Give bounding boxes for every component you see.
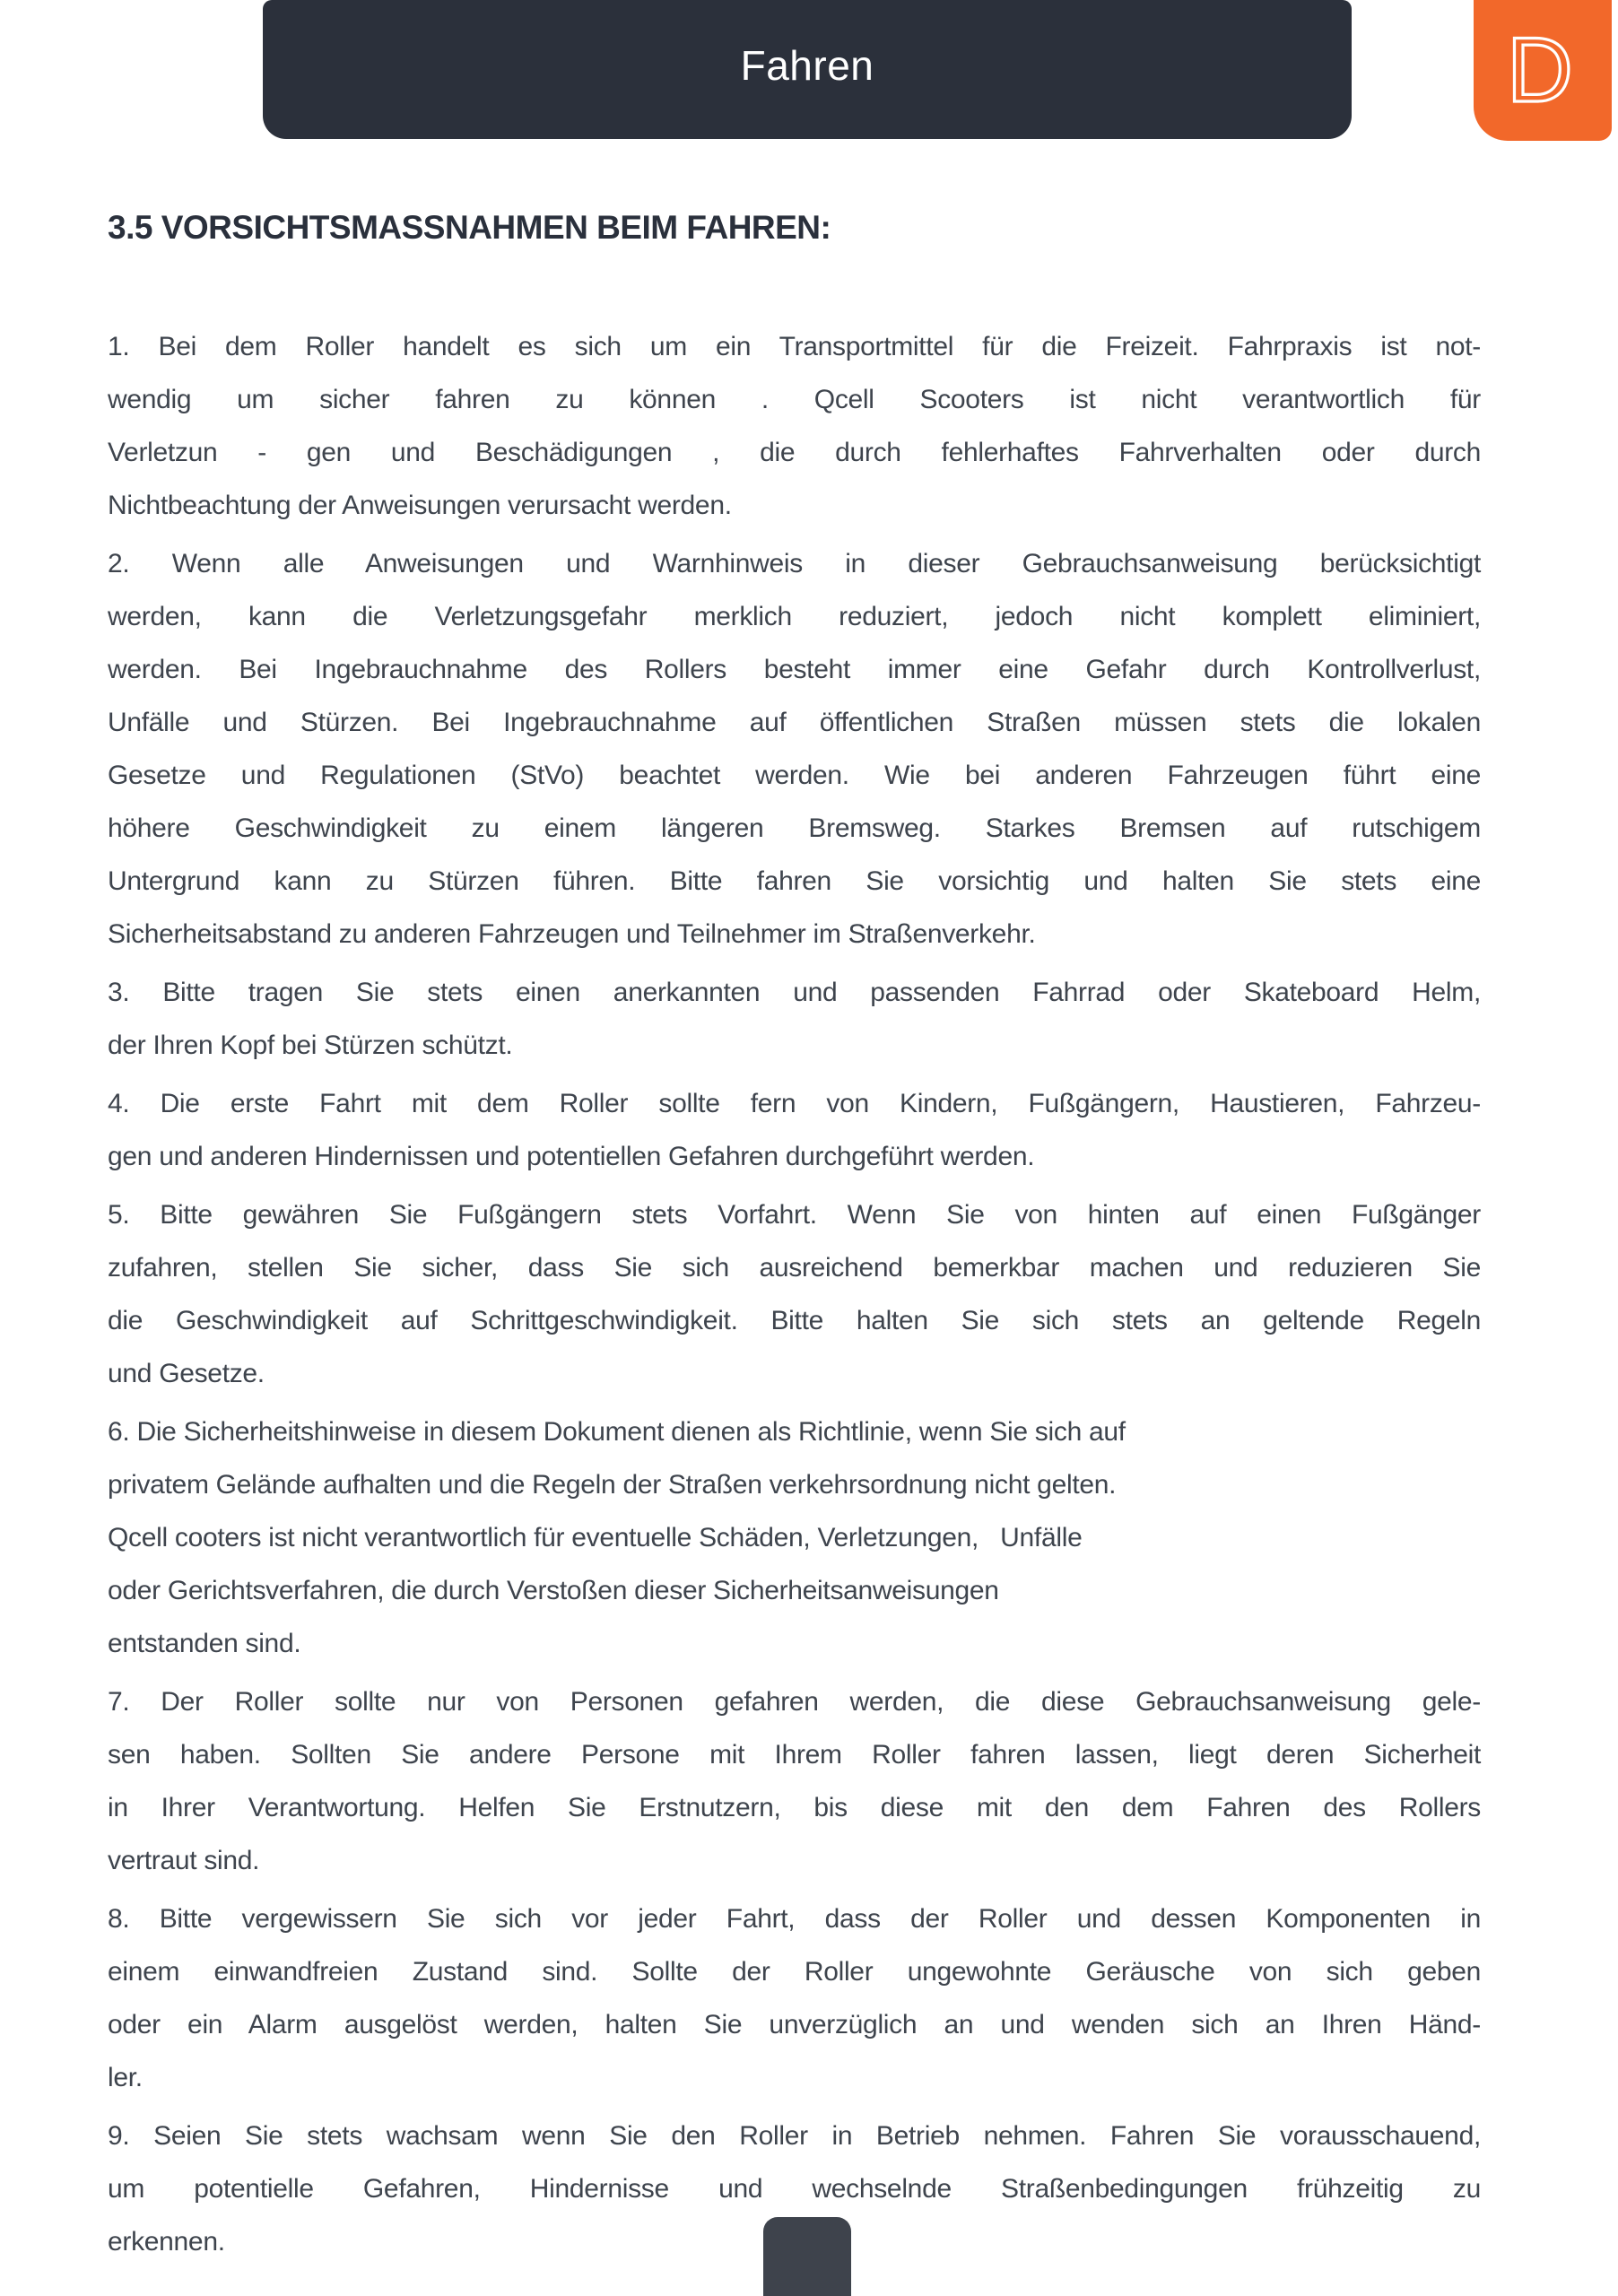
body-text-line: wendig um sicher fahren zu können . Qcell Scooters ist nicht verantwortlich für <box>108 385 1481 414</box>
paragraph <box>108 966 1481 1072</box>
body-text-line: 3. Bitte tragen Sie stets einen anerkannten und passenden Fahrrad oder Skateboard Helm, <box>108 978 1481 1007</box>
body-text-line: oder ein Alarm ausgelöst werden, halten Sie unverzüglich an und wenden sich an Ihren Händ- <box>108 2010 1481 2039</box>
body-text-line: privatem Gelände aufhalten und die Regeln der Straßen verkehrsordnung nicht gelten. <box>108 1470 1117 1500</box>
body-text-line: werden. Bei Ingebrauchnahme des Rollers besteht immer eine Gefahr durch Kontrollverlust, <box>108 655 1481 684</box>
body-text-line: einem einwandfreien Zustand sind. Sollte der Roller ungewohnte Geräusche von sich geben <box>108 1957 1481 1987</box>
body-text-line: zufahren, stellen Sie sicher, dass Sie sich ausreichend bemerkbar machen und reduzieren Sie <box>108 1253 1481 1283</box>
chapter-header-tab <box>263 0 1352 139</box>
body-text-line: um potentielle Gefahren, Hindernisse und wechselnde Straßenbedingungen frühzeitig zu <box>108 2174 1481 2204</box>
body-text-line: 1. Bei dem Roller handelt es sich um ein Transportmittel für die Freizeit. Fahrpraxis ist not- <box>108 332 1481 361</box>
paragraph <box>108 1675 1481 1887</box>
body-text-line: die Geschwindigkeit auf Schrittgeschwindigkeit. Bitte halten Sie sich stets an geltende Regeln <box>108 1306 1481 1335</box>
body-text-line: 6. Die Sicherheitshinweise in diesem Dokument dienen als Richtlinie, wenn Sie sich auf <box>108 1417 1126 1447</box>
body-text-line: höhere Geschwindigkeit zu einem längeren Bremsweg. Starkes Bremsen auf rutschigem <box>108 813 1481 843</box>
body-text-line: entstanden sind. <box>108 1629 301 1658</box>
body-text-line: Qcell cooters ist nicht verantwortlich für eventuelle Schäden, Verletzungen, Unfälle <box>108 1523 1083 1552</box>
body-text <box>108 320 1481 2274</box>
paragraph <box>108 320 1481 532</box>
body-text-line: 8. Bitte vergewissern Sie sich vor jeder Fahrt, dass der Roller und dessen Komponenten in <box>108 1904 1481 1934</box>
paragraph <box>108 1188 1481 1400</box>
paragraph <box>108 537 1481 961</box>
body-text-line: Verletzun - gen und Beschädigungen , die durch fehlerhaftes Fahrverhalten oder durch <box>108 438 1481 467</box>
body-text-line: 5. Bitte gewähren Sie Fußgängern stets Vorfahrt. Wenn Sie von hinten auf einen Fußgänger <box>108 1200 1481 1230</box>
next-page-tab-partial <box>763 2217 851 2296</box>
body-text-line: und Gesetze. <box>108 1359 265 1388</box>
language-tab <box>1474 0 1612 141</box>
body-text-line: in Ihrer Verantwortung. Helfen Sie Erstnutzern, bis diese mit den dem Fahren des Rollers <box>108 1793 1481 1822</box>
body-text-line: sen haben. Sollten Sie andere Persone mit Ihrem Roller fahren lassen, liegt deren Sicherheit <box>108 1740 1481 1770</box>
body-text-line: werden, kann die Verletzungsgefahr merklich reduziert, jedoch nicht komplett eliminiert, <box>108 602 1481 631</box>
body-text-line: gen und anderen Hindernissen und potentiellen Gefahren durchgeführt werden. <box>108 1142 1035 1171</box>
body-text-line: Gesetze und Regulationen (StVo) beachtet werden. Wie bei anderen Fahrzeugen führt eine <box>108 761 1481 790</box>
section-heading: 3.5 VORSICHTSMASSNAHMEN BEIM FAHREN: <box>108 209 831 246</box>
paragraph <box>108 1077 1481 1183</box>
body-text-line: 2. Wenn alle Anweisungen und Warnhinweis in dieser Gebrauchsanweisung berücksichtigt <box>108 549 1481 578</box>
body-text-line: Sicherheitsabstand zu anderen Fahrzeugen und Teilnehmer im Straßenverkehr. <box>108 919 1036 949</box>
body-text-line: vertraut sind. <box>108 1846 260 1875</box>
language-letter: D <box>1507 19 1573 121</box>
language-letter-outline-icon <box>1474 0 1612 141</box>
body-text-line: Nichtbeachtung der Anweisungen verursacht werden. <box>108 491 732 520</box>
body-text-line: Unfälle und Stürzen. Bei Ingebrauchnahme auf öffentlichen Straßen müssen stets die lokalen <box>108 708 1481 737</box>
body-text-line: Untergrund kann zu Stürzen führen. Bitte fahren Sie vorsichtig und halten Sie stets eine <box>108 866 1481 896</box>
body-text-line: 7. Der Roller sollte nur von Personen gefahren werden, die diese Gebrauchsanweisung gele- <box>108 1687 1481 1717</box>
body-text-line: oder Gerichtsverfahren, die durch Verstoßen dieser Sicherheitsanweisungen <box>108 1576 999 1605</box>
body-text-line: 9. Seien Sie stets wachsam wenn Sie den Roller in Betrieb nehmen. Fahren Sie vorausschauend, <box>108 2121 1481 2151</box>
body-text-line: ler. <box>108 2063 143 2092</box>
chapter-title: Fahren <box>740 41 874 89</box>
body-text-line: 4. Die erste Fahrt mit dem Roller sollte fern von Kindern, Fußgängern, Haustieren, Fahrzeu- <box>108 1089 1481 1118</box>
paragraph <box>108 1892 1481 2104</box>
body-text-line: erkennen. <box>108 2227 225 2257</box>
paragraph <box>108 1405 1481 1670</box>
body-text-line: der Ihren Kopf bei Stürzen schützt. <box>108 1031 513 1060</box>
